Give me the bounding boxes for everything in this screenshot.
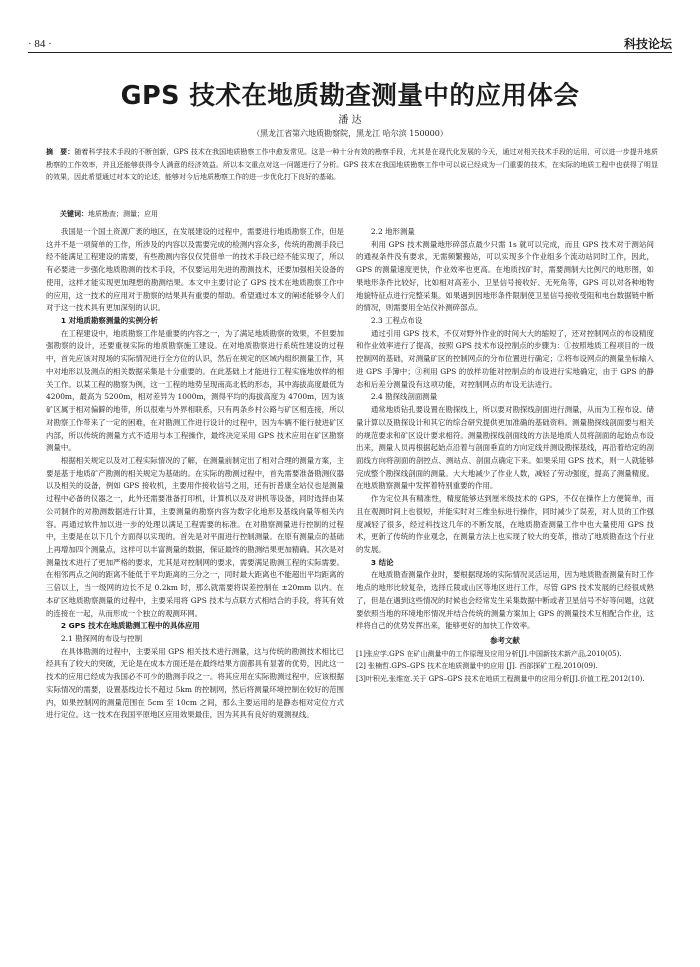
abstract-text: 随着科学技术手段的不断创新，GPS 技术在我国地质勘察工作中愈发常见。这是一种十分有效的勘察手段，尤其是在现代化发展的今天，通过对相关技术手段的运用，可以进一步提升地质勘察的工作效率，并且还能够获得令人满意的经济效益。所以本文重点对这一问题进行了分析。GPS 技术在我国地质勘察工作中可以说已经成为一门重要的技术，在实际的地质工程中也获得了明显的效果，因此希望通过对本文的论述，能够对今后地质勘察工作的进一步优化打下良好的基础。: [46, 148, 659, 182]
journal-name: 科技论坛: [623, 37, 672, 51]
keywords-label: 关键词：: [60, 210, 88, 218]
paragraph: 在地质勘查测量作业时，要根据现场的实际情况灵活运用，因为地质勘查测量有时工作地点的地形比较复杂，选择丘陵或山区等地区进行工作，尽管 GPS 技术发展的已经很成熟了，但是在遇到这些情况的时候也会经常发生采集数据中断或者卫星信号不好等问题，这就要依照当地的环境地形情况并结合传统的测量方案加上 GPS 的测量技术互相配合作业，这样将自己的优势发挥出来，能够更好的加快工作效率。: [356, 570, 654, 631]
paragraph: 我国是一个国土资源广袤的地区，在发展建设的过程中，需要进行地质勘察工作，但是这并不是一项简单的工作，所涉及的内容以及需要完成的检测内容众多，传统的勘测手段已经不能满足工程建设的需要，有些勘测内容仅仅凭借单一的技术手段已经不能实现了，所以有必要进一步强化地质勘测的技术手段，不仅要运用先进的勘测技术，还要加强相关设备的使用，这样才能实现更加理想的勘测结果。本文中主要讨论了 GPS 技术在地质勘察工作中的应用，这一技术的应用对于勘察的结果具有重要的帮助。希望通过本文的阐述能够令人们对于这一技术具有更加深刻的认识。: [46, 227, 344, 313]
subsection-heading: 2.3 工程点布设: [370, 316, 423, 326]
body-column-right: [356, 226, 654, 685]
paragraph: 通过引用 GPS 技术，不仅对野外作业的时间大大的缩短了，还对控制网点的布设精度和作业效率进行了提高，按照 GPS 技术布设控制点的步骤为：①按照地质工程项目的一级控制网的基础，对测量矿区的控制网点的分布位置进行确定；②将布设网点的测量坐标输入进 GPS 手簿中；③利用 GPS 的放样功能对控制点的布设进行实地确定，由于 GPS 的静态和后差分测量没有这项功能，对控制网点的布设无法进行。: [356, 328, 654, 389]
abstract: [46, 146, 658, 184]
paragraph: 在工程建设中，地质勘察工作是重要的内容之一，为了满足地质勘察的效果，不但要加强勘察的设计，还要重视实际的地质勘察施工建设。在对地质勘察进行系统性建设的过程中，首先应该对现场的实际情况进行全方位的认识，然后在规定的区域内组织测量工作，其中对地形以及测点的相关数据采集是十分重要的。在此基础上才能进行工程实施地放样的相关工作。以某工程的勘察为例，这一工程的地势呈现南高北低的形态，其中海拔高度最低为 4200m，最高为 5200m，相对差异为 1000m，测得平均的海拔高度为 4700m，因为该矿区属于相对偏僻的地带，所以很难与外界相联系，只有两条乡村公路与矿区相连接，所以对勘察工作带来了一定的困难，在对勘测工作进行设计的过程中，因为车辆不能行驶进矿区内部，所以传统的测量方式不适用与本工程操作，最终决定采用 GPS 技术应用在矿区勘察测量中。: [46, 328, 344, 453]
page-number: · 84 ·: [28, 38, 52, 50]
paragraph: 利用 GPS 技术测量地形碎部点最少只需 1s 就可以完成，而且 GPS 技术对于测站间的通视条件没有要求，无需频繁搬站，可以实现多个作业组多个流动站同时工作，因此，GPS 的测量速度更快，作业效率也更高。在地质找矿时，需要测制大比例尺的地形图，如果地形条件比较好，比如相对高差小、卫星信号接收好、无死角等，GPS 可以对各种地物地貌特征点进行完整采集。如果遇到因地形条件限制使卫星信号接收受阻和电台数据链中断的情况，则需要用全站仪补测碎部点。: [356, 239, 654, 313]
author-affiliation: （黑龙江省第六地质勘察院，黑龙江 哈尔滨 150000）: [252, 129, 448, 138]
reference-item: [2] 张楠哲.GPS–GPS 技术在地质测量中的应用 [J]. 西部探矿工程,2010(09).: [356, 662, 598, 671]
subsection-heading: 2.1 勘探网的布设与控制: [60, 634, 143, 643]
article-author: 潘 达: [338, 115, 362, 126]
page-header: [28, 26, 672, 53]
abstract-label: 摘 要：: [46, 148, 75, 156]
section-heading: 3 结论: [370, 557, 394, 567]
references-heading: 参考文献: [490, 636, 520, 645]
paragraph: 作为定位具有精准性，精度能够达到厘米级技术的 GPS，不仅在操作上方便简单，而且在观测时间上也很短，并能实时对三维坐标进行操作，同时减少了误差，对人员的工作强度减轻了很多，经过科技这几年的不断发展，在地质勘查测量工作中也大量使用 GPS 技术，更新了传统的作业观念，在测量方法上也实现了较大的变革，推动了地质勘查这个行业的发展。: [356, 494, 654, 554]
body-column-left: [46, 226, 344, 722]
article-title: GPS 技术在地质勘查测量中的应用体会: [120, 81, 580, 111]
section-heading: 1 对地质勘察测量的实例分析: [60, 316, 158, 326]
reference-item: [1]张应学.GPS 在矿山测量中的工作原理及应用分析[J].中国新技术新产品,2010(05).: [356, 649, 622, 658]
reference-item: [3]叶积光,张维宽.关于 GPS–GPS 技术在地质工程测量中的应用分析[J].价值工程,2012(10).: [356, 674, 645, 683]
subsection-heading: 2.4 勘探线剖面测量: [370, 392, 438, 402]
section-heading: 2 GPS 技术在地质勘测工程中的具体应用: [60, 621, 200, 631]
keywords: [60, 209, 158, 219]
subsection-heading: 2.2 地形测量: [370, 227, 415, 236]
keywords-text: 地质勘查；测量；应用: [88, 210, 158, 218]
paragraph: 在具体勘测的过程中，主要采用 GPS 相关技术进行测量，这与传统的勘测技术相比已经具有了较大的突破，无论是在成本方面还是在最终结果方面都具有显著的优势，因此这一技术的应用已经成为我国必不可少的勘测手段之一。将其应用在实际勘测过程中，应该根据实际情况的需要，设置基线边长不超过 5km 的控制网，然后将测量环境控制在较好的范围内，如果控制网的测量范围在 5cm 至 10cm 之间，那么主要运用的是静态相对定位方式进行定位。这一技术在我国平原地区应用效果最佳，因为其具有良好的观测视线。: [46, 646, 344, 720]
paragraph: 通常地质钻孔要设置在勘探线上，所以要对勘探线剖面进行测量，从而为工程布设、储量计算以及勘探设计和其它的综合研究提供更加准确的基础资料。测量勘探线剖面要与相关的规范要求和矿区设计要求相符。测量勘探线剖面线的方法是地质人员将剖面的起始点布设出来，测量人员再根据起始点沿着与剖面垂直的方向定线并测设勘探基线，再沿着给定的剖面线方向将剖面的剖控点、测站点、剖面点确定下来。如果采用 GPS 技术，则一人就能够完成整个勘探线剖面的测量。大大地减少了作业人数，减轻了劳动强度，提高了测量精度。在地质勘察测量中发挥着特别重要的作用。: [356, 405, 654, 491]
paragraph: 根据相关规定以及对工程实际情况的了解，在测量前制定出了相对合理的测量方案，主要是基于地质矿产勘测的相关规定为基础的。在实际的勘测过程中，首先需要准备勘测仪器以及相关的设备，例如 GPS 接收机，主要用作接收信号之用，还有折普康全站仪也是测量过程中必备的仪器之一，此外还需要准备打印机，计算机以及对讲机等设备，同时选择由某公司制作的对勘测数据进行计算，主要测量的勘察内容为数字化地形及基线向量等相关内容。再通过软件加以进一步的处理以满足工程需要的标准。在对勘察测量进行控制的过程中，主要是在以下几个方面得以实现的。首先是对平面进行控制测量。在原有测量点的基础上再增加四个测量点，这样可以丰富测量的数据，保证最终的勘测结果更加精确。其次是对测量技术进行了更加严格的要求，尤其是对控制网的要求，需要满足勘测工程的实际需要。在相邻两点之间的距离不能低于平均距离的三分之一，同时最大距离也不能超出平均距离的三倍以上，当一级网的边长不足 0.2km 时，那么就需要将误差控制在 ±20mm 以内。在本矿区地质勘察测量的过程中，主要采用将 GPS 技术与点联方式相结合的手段，将其有效的连接在一起，从而形成一个独立的观测环网。: [46, 455, 344, 618]
